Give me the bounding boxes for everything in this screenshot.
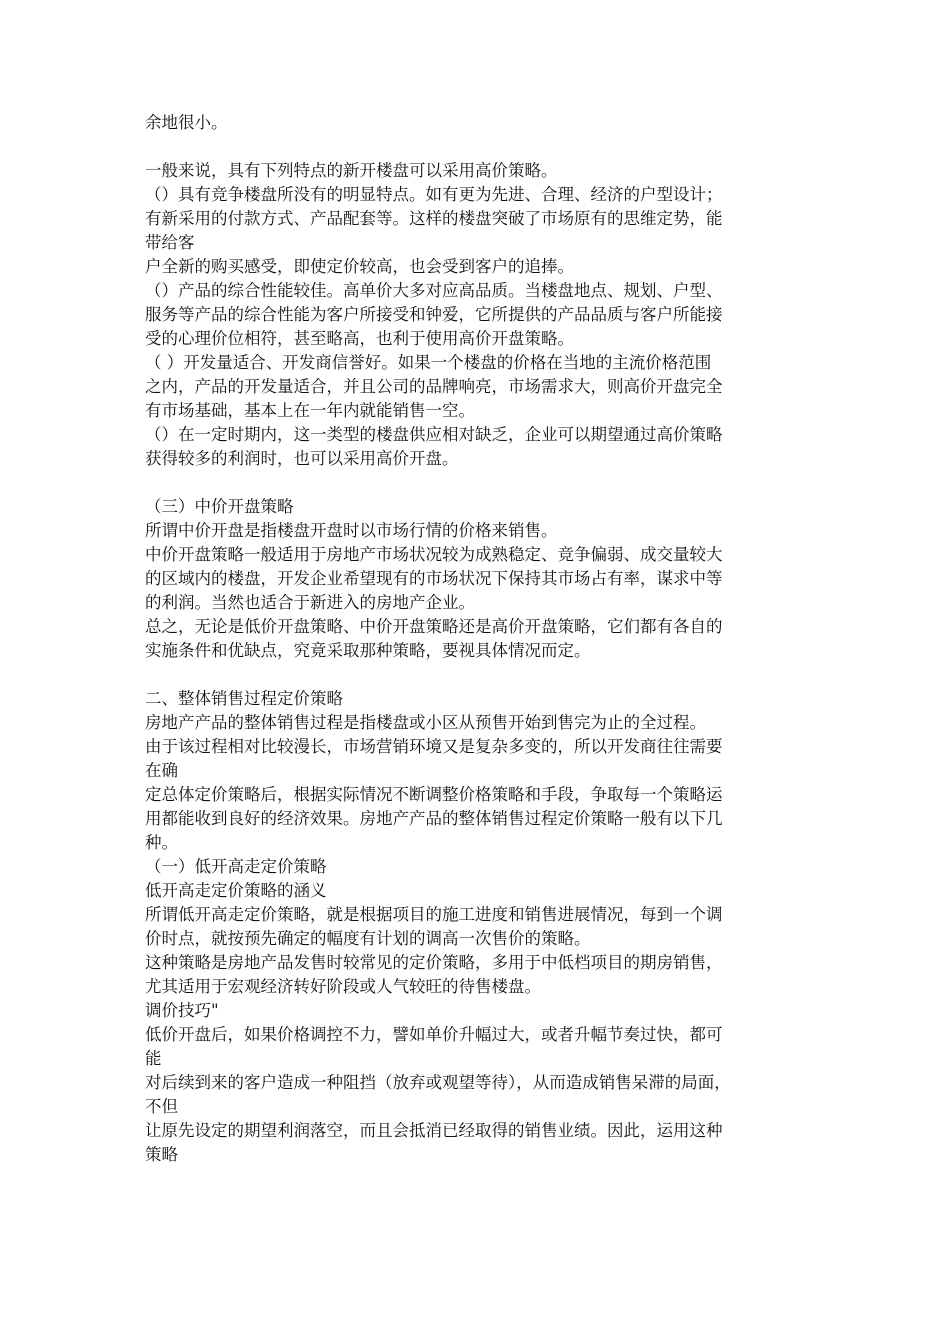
text-line: 实施条件和优缺点，究竟采取那种策略，要视具体情况而定。 [145, 641, 591, 660]
text-line: 总之，无论是低价开盘策略、中价开盘策略还是高价开盘策略，它们都有各自的 [145, 617, 723, 636]
text-line: 受的心理价位相符，甚至略高，也利于使用高价开盘策略。 [145, 329, 574, 348]
text-line: 用都能收到良好的经济效果。房地产产品的整体销售过程定价策略一般有以下几 [145, 809, 723, 828]
text-line: 调价技巧" [145, 1001, 219, 1020]
document-page [145, 111, 813, 1167]
text-line: 所谓低开高走定价策略，就是根据项目的施工进度和销售进展情况，每到一个调 [145, 905, 723, 924]
text-line: 带给客 [145, 233, 195, 252]
text-line: 获得较多的利润时，也可以采用高价开盘。 [145, 449, 459, 468]
text-line: 服务等产品的综合性能为客户所接受和钟爱，它所提供的产品品质与客户所能接 [145, 305, 723, 324]
text-line: （）产品的综合性能较佳。高单价大多对应高品质。当楼盘地点、规划、户型、 [145, 281, 723, 300]
text-line: 中价开盘策略一般适用于房地产市场状况较为成熟稳定、竞争偏弱、成交量较大 [145, 545, 723, 564]
text-line: 房地产产品的整体销售过程是指楼盘或小区从预售开始到售完为止的全过程。 [145, 713, 706, 732]
section-heading: （三）中价开盘策略 [145, 497, 294, 516]
text-line: 之内，产品的开发量适合，并且公司的品牌响亮，市场需求大，则高价开盘完全 [145, 377, 723, 396]
text-line: （ ）开发量适合、开发商信誉好。如果一个楼盘的价格在当地的主流价格范围 [145, 353, 712, 372]
text-line: 的区域内的楼盘，开发企业希望现有的市场状况下保持其市场占有率，谋求中等 [145, 569, 723, 588]
text-line: 尤其适用于宏观经济转好阶段或人气较旺的待售楼盘。 [145, 977, 541, 996]
text-line: 的利润。当然也适合于新进入的房地产企业。 [145, 593, 475, 612]
text-line: 策略 [145, 1145, 178, 1164]
blank-line [145, 135, 813, 159]
text-line: 不但 [145, 1097, 178, 1116]
blank-line [145, 471, 813, 495]
text-line: 让原先设定的期望利润落空，而且会抵消已经取得的销售业绩。因此，运用这种 [145, 1121, 723, 1140]
text-line: （）具有竞争楼盘所没有的明显特点。如有更为先进、合理、经济的户型设计； [145, 185, 723, 204]
text-line: （）在一定时期内，这一类型的楼盘供应相对缺乏，企业可以期望通过高价策略 [145, 425, 723, 444]
text-line: 由于该过程相对比较漫长，市场营销环境又是复杂多变的，所以开发商往往需要 [145, 737, 723, 756]
text-line: 能 [145, 1049, 162, 1068]
text-line: 价时点，就按预先确定的幅度有计划的调高一次售价的策略。 [145, 929, 591, 948]
section-heading: （一）低开高走定价策略 [145, 857, 327, 876]
text-line: 有新采用的付款方式、产品配套等。这样的楼盘突破了市场原有的思维定势，能 [145, 209, 723, 228]
text-line: 低开高走定价策略的涵义 [145, 881, 327, 900]
text-line: 种。 [145, 833, 178, 852]
text-line: 所谓中价开盘是指楼盘开盘时以市场行情的价格来销售。 [145, 521, 558, 540]
text-line: 这种策略是房地产品发售时较常见的定价策略，多用于中低档项目的期房销售， [145, 953, 723, 972]
text-line: 定总体定价策略后，根据实际情况不断调整价格策略和手段，争取每一个策略运 [145, 785, 723, 804]
text-line: 户全新的购买感受，即使定价较高，也会受到客户的追捧。 [145, 257, 574, 276]
text-line: 在确 [145, 761, 178, 780]
text-line: 对后续到来的客户造成一种阻挡（放弃或观望等待），从而造成销售呆滞的局面， [145, 1073, 731, 1092]
text-line: 一般来说，具有下列特点的新开楼盘可以采用高价策略。 [145, 161, 558, 180]
blank-line [145, 663, 813, 687]
text-line: 有市场基础，基本上在一年内就能销售一空。 [145, 401, 475, 420]
section-heading: 二、整体销售过程定价策略 [145, 689, 343, 708]
text-line: 余地很小。 [145, 113, 228, 132]
text-line: 低价开盘后，如果价格调控不力，譬如单价升幅过大，或者升幅节奏过快，都可 [145, 1025, 723, 1044]
